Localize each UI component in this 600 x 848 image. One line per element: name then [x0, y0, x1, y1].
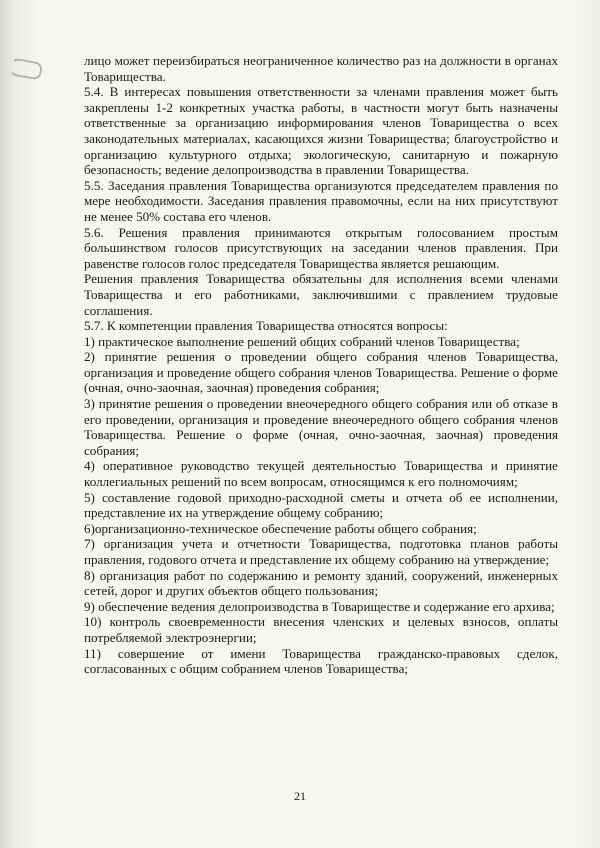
list-item: 3) принятие решения о проведении внеочередного общего собрания или об отказе в его проведении, организация и проведение внеочередного общего собрания членов Товарищества. Решение о форме (очная, очно-заочная, заочная) проведения собрания; — [84, 396, 558, 458]
paragraph: 5.7. К компетенции правления Товарищества относятся вопросы: — [84, 318, 448, 334]
list-item: 5) составление годовой приходно-расходной сметы и отчета об ее исполнении, представление их на утверждение общему собранию; — [84, 489, 558, 521]
paragraph: лицо может переизбираться неограниченное количество раз на должности в органах Товарищества. — [84, 53, 558, 84]
list-item: 7) организация учета и отчетности Товарищества, подготовка планов работы правления, годового отчета и представление их общему собранию на утверждение; — [84, 536, 558, 567]
document-body — [84, 53, 558, 677]
list-item: 1) практическое выполнение решений общих собраний членов Товарищества; — [84, 333, 520, 349]
list-item: 10) контроль своевременности внесения членских и целевых взносов, оплаты потребляемой электроэнергии; — [84, 614, 558, 645]
staple-mark-icon — [9, 57, 44, 80]
list-item: 8) организация работ по содержанию и ремонту зданий, сооружений, инженерных сетей, дорог и других объектов общего пользования; — [84, 567, 558, 599]
list-item: 9) обеспечение ведения делопроизводства в Товариществе и содержание его архива; — [84, 598, 555, 614]
page-number: 21 — [294, 789, 306, 803]
paragraph: 5.6. Решения правления принимаются открытым голосованием простым большинством голосов присутствующих на заседании членов правления. При равенстве голосов голос председателя Товарищества является решающим. — [84, 224, 558, 271]
list-item: 2) принятие решения о проведении общего собрания членов Товарищества, организация и проведение общего собрания членов Товарищества. Решение о форме (очная, очно-заочная, заочная) проведения собрания; — [84, 349, 558, 396]
paragraph: Решения правления Товарищества обязательны для исполнения всеми членами Товарищества и его работниками, заключившими с правлением трудовые соглашения. — [84, 271, 558, 318]
list-item: 4) оперативное руководство текущей деятельностью Товарищества и принятие коллегиальных решений по всем вопросам, относящимся к его полномочиям; — [84, 458, 558, 490]
list-item: 11) совершение от имени Товарищества гражданско-правовых сделок, согласованных с общим собранием членов Товарищества; — [84, 645, 558, 677]
list-item: 6)организационно-техническое обеспечение работы общего собрания; — [84, 520, 477, 536]
paragraph: 5.4. В интересах повышения ответственности за членами правления может быть закреплены 1-2 конкретных участка работы, в частности могут быть назначены ответственные за организацию информирования членов Товарищества о всех законодательных материалах, касающихся жизни Товарищества; благоустройство и организацию культурного отдыха; экологическую, санитарную и пожарную безопасность; ведение делопроизводства в правлении Товарищества. — [84, 84, 558, 178]
paragraph: 5.5. Заседания правления Товарищества организуются председателем правления по мере необходимости. Заседания правления правомочны, если на них присутствуют не менее 50% состава его членов. — [84, 177, 558, 224]
